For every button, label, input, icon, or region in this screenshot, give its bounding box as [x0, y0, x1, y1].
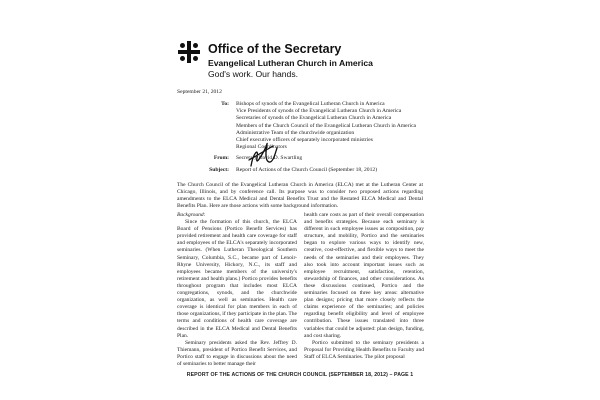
from-label: From: — [213, 155, 229, 161]
from-value: Secretary David D. Swartling — [236, 155, 303, 161]
recipient-line: Secretaries of synods of the Evangelical Lutheran Church in America — [236, 115, 392, 122]
tagline: God's work. Our hands. — [208, 69, 299, 79]
body-paragraph: Since the formation of this church, the ELCA Board of Pensions (Portico Benefit Services) has provided retirement and health care coverage for staff and employees of the ELCA's separately incorporated seminaries. (When Lutheran Theological Southern Seminary, Columbia, S.C., became part of Lenoir-Rhyne University, Hickory, N.C., its staff and employees became members of the university's retirement and health plans.) Portico provides benefits throughout program that includes most ELCA congregations, synods, and the churchwide organization, as well as seminaries. Health care coverage is identical for plan members in each of those organizations, if they participate in the plan. The terms and conditions of health care coverage are described in the ELCA Medical and Dental Benefits Plan. — [177, 219, 297, 339]
recipient-line: Bishops of synods of the Evangelical Lutheran Church in America — [236, 101, 385, 107]
recipient-line: Vice Presidents of synods of the Evangelical Lutheran Church in America — [236, 108, 402, 115]
elca-cross-logo-icon — [178, 41, 200, 63]
recipient-line: Chief executive officers of separately incorporated ministries — [236, 137, 373, 144]
background-heading: Background: — [177, 212, 206, 218]
recipient-line: Members of the Church Council of the Evangelical Lutheran Church in America — [236, 122, 417, 129]
office-title: Office of the Secretary — [208, 42, 342, 56]
to-label: To: — [221, 101, 229, 107]
subject-label: Subject: — [209, 167, 229, 173]
recipient-line: Regional Coordinators — [236, 144, 287, 151]
memo-date: September 21, 2012 — [177, 89, 222, 95]
intro-paragraph: The Church Council of the Evangelical Lutheran Church in America (ELCA) met at the Lutheran Center at Chicago, Illinois, and by conference call. Its purpose was to consider two proposed actions regarding amendments to the ELCA Medical and Dental Benefits Trust and the Restated ELCA Medical and Dental Benefits Plan. Here are those actions with some background information. — [177, 182, 423, 210]
subject-value: Report of Actions of the Church Council (September 18, 2012) — [236, 167, 378, 173]
body-column-left — [177, 212, 297, 368]
recipient-line: Administrative Team of the churchwide organization — [236, 129, 355, 136]
body-paragraph: Seminary presidents asked the Rev. Jeffrey D. Thiemann, president of Portico Benefit Services, and Portico staff to engage in discussions about the need of seminaries to better manage their — [177, 339, 297, 367]
page-footer: REPORT OF THE ACTIONS OF THE CHURCH COUNCIL (SEPTEMBER 18, 2012) – PAGE 1 — [186, 372, 414, 378]
body-column-right — [304, 212, 424, 361]
body-paragraph: health care costs as part of their overall compensation and benefits strategies. Because each seminary is different in such employee issues as composition, pay structure, and mobility, Portico and the seminaries began to explore various ways to identify new, creative, cost-effective, and flexible ways to meet the needs of the seminaries and their employees. They also took into account important issues such as employee recruitment, satisfaction, retention, stewardship of finances, and other considerations. As these discussions continued, Portico and the seminaries focused on three key areas: alternative plan designs; pricing that more closely reflects the claims experience of the seminaries; and policies regarding benefit eligibility and level of employee contribution. These issues translated into three variables that could be adjusted: plan design, funding, and cost sharing. — [304, 212, 424, 339]
church-name: Evangelical Lutheran Church in America — [208, 58, 373, 68]
body-paragraph: Portico submitted to the seminary presidents a Proposal for Providing Health Benefits to Faculty and Staff of ELCA Seminaries. The pilot proposal — [304, 339, 424, 360]
handwritten-signature-icon — [243, 136, 285, 174]
